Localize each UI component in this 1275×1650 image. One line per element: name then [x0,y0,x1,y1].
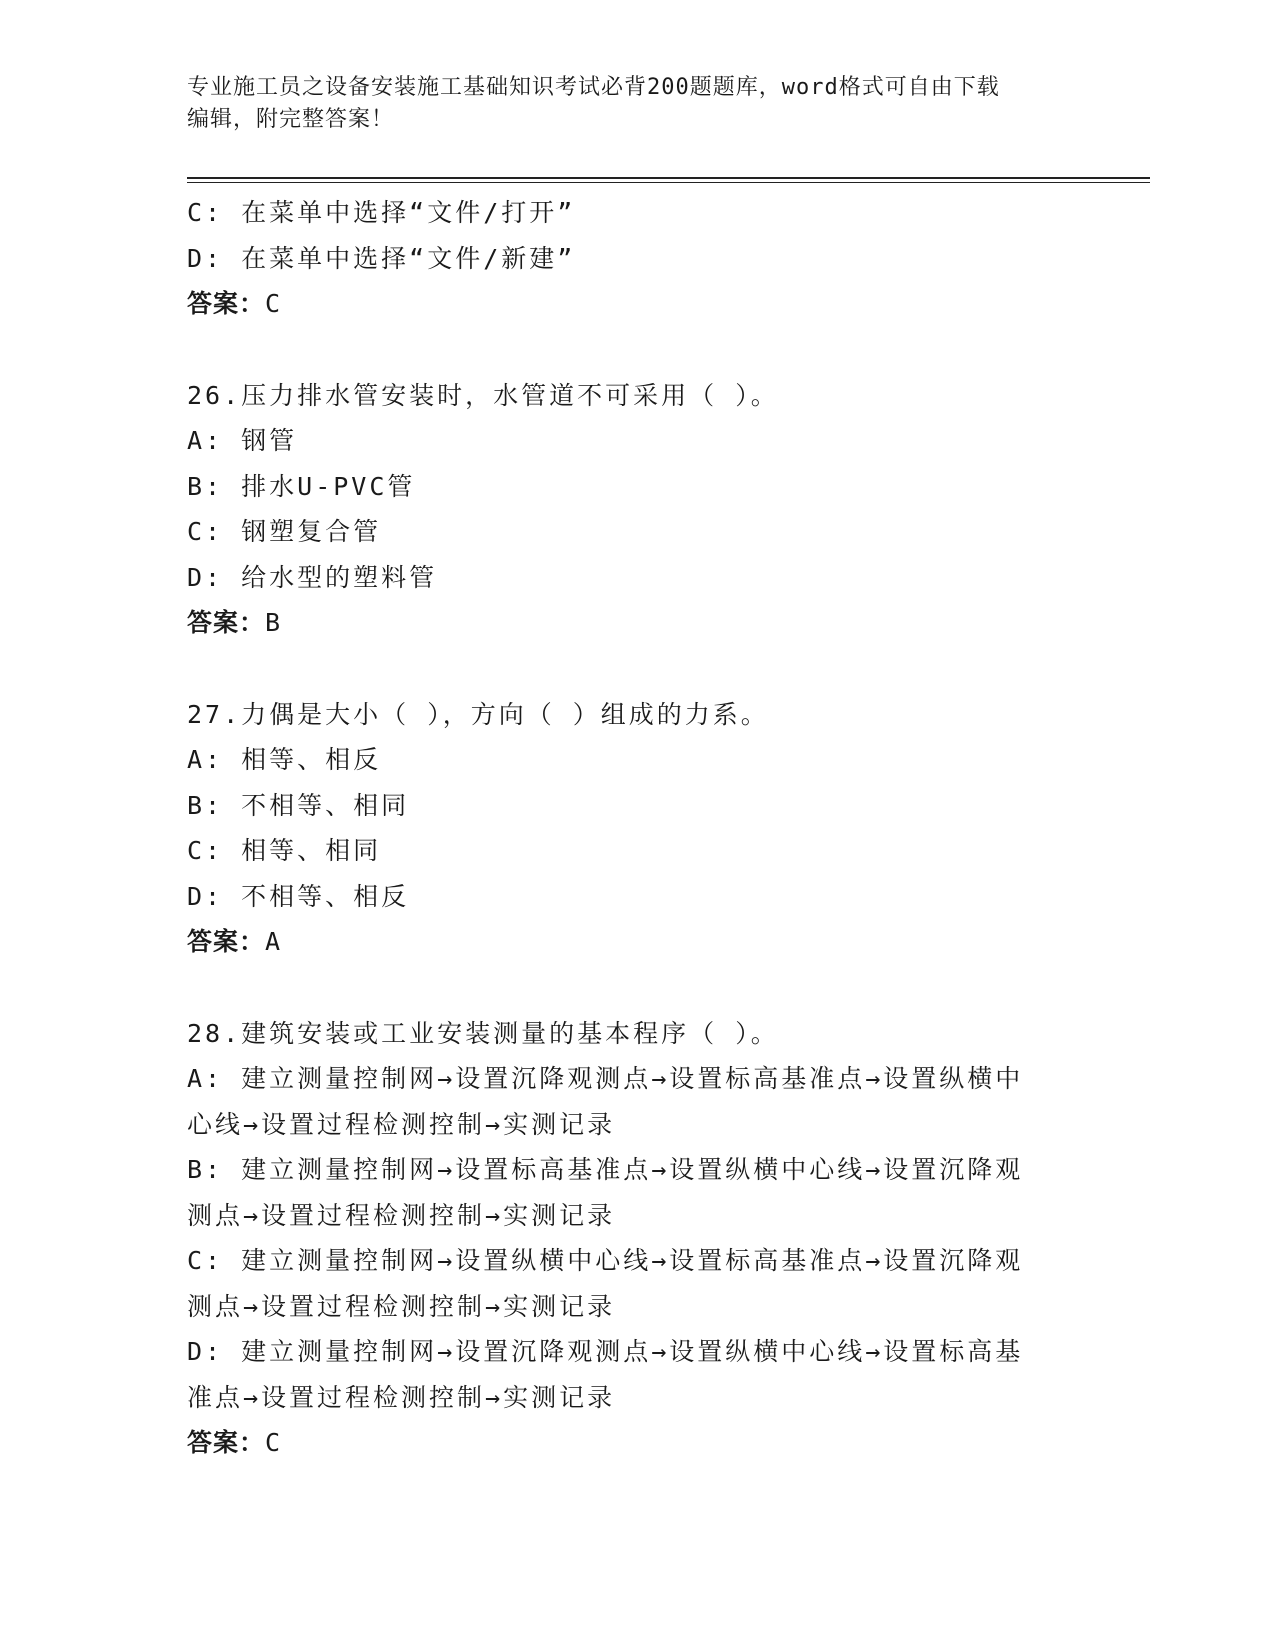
question-text: 28.建筑安装或工业安装测量的基本程序（ ）。 [187,1018,779,1048]
option-d: D: 不相等、相反 [187,881,410,911]
option-d-line-2: 准点→设置过程检测控制→实测记录 [187,1382,616,1412]
answer-value: C [265,289,282,318]
answer-value: C [265,1428,282,1457]
header-title-line-1: 专业施工员之设备安装施工基础知识考试必背200题题库，word格式可自由下载 [187,75,1000,100]
option-c: C: 在菜单中选择“文件/打开” [187,198,576,227]
question-text: 26.压力排水管安装时，水管道不可采用（ ）。 [187,380,779,410]
header-divider-thick [187,177,1150,179]
option-c-line-1: C: 建立测量控制网→设置纵横中心线→设置标高基准点→设置沉降观 [187,1246,1024,1275]
option-c: C: 相等、相同 [187,836,382,865]
answer-value: A [265,927,282,956]
document-header [187,72,1087,136]
answer-value: B [265,608,282,637]
option-b: B: 排水U-PVC管 [187,471,416,501]
answer-label: 答案： [187,1428,266,1457]
question-28 [187,1011,1087,1466]
answer-label: 答案： [187,608,266,637]
option-a: A: 钢管 [187,426,298,455]
answer-line [187,919,1087,965]
option-a-line-2: 心线→设置过程检测控制→实测记录 [187,1109,616,1139]
answer-line [187,1420,1087,1466]
spacer [187,965,1087,1011]
question-26 [187,373,1087,646]
answer-label: 答案： [187,289,266,318]
option-b-line-2: 测点→设置过程检测控制→实测记录 [187,1200,616,1230]
option-c-line-2: 测点→设置过程检测控制→实测记录 [187,1291,616,1321]
option-a: A: 相等、相反 [187,745,382,774]
answer-label: 答案： [187,927,266,956]
option-d-line-1: D: 建立测量控制网→设置沉降观测点→设置纵横中心线→设置标高基 [187,1337,1024,1366]
answer-line [187,600,1087,646]
question-25-tail [187,190,1087,327]
option-d: D: 在菜单中选择“文件/新建” [187,243,576,273]
option-b-line-1: B: 建立测量控制网→设置标高基准点→设置纵横中心线→设置沉降观 [187,1155,1024,1184]
question-27 [187,692,1087,965]
question-list [187,190,1087,1466]
option-d: D: 给水型的塑料管 [187,562,438,592]
question-text: 27.力偶是大小（ ），方向（ ）组成的力系。 [187,699,769,729]
spacer [187,646,1087,692]
option-a-line-1: A: 建立测量控制网→设置沉降观测点→设置标高基准点→设置纵横中 [187,1064,1024,1093]
header-title-line-2: 编辑，附完整答案！ [187,107,395,132]
option-b: B: 不相等、相同 [187,790,410,820]
option-c: C: 钢塑复合管 [187,517,382,546]
header-divider-thin [187,182,1150,183]
answer-line [187,281,1087,327]
spacer [187,327,1087,373]
